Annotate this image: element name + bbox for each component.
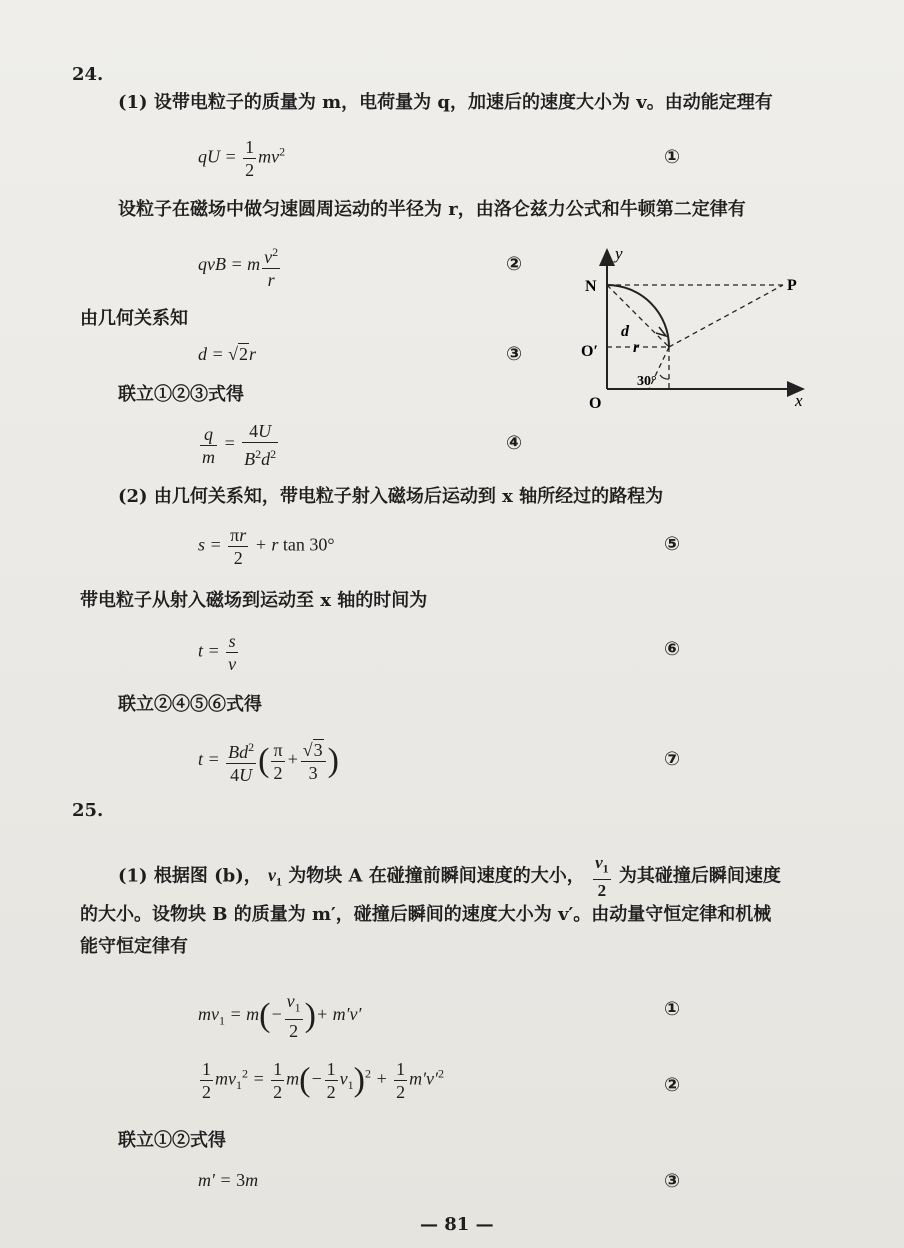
equation-mark-25-3: ③ [664,1170,681,1192]
question-24-number: 24. [72,64,104,85]
q24-paragraph-4: 联立①②③式得 [118,384,244,405]
equation-mark-4: ④ [506,432,523,454]
chord-d-label: d [621,323,629,340]
equation-mark-7: ⑦ [664,748,681,770]
trajectory-diagram [575,244,815,414]
equation-t-s-over-v: t = $\frac{s}{v}$ [198,631,237,674]
equation-momentum: $mv_1 = m(-$ $\frac{v_1}{2}$ )+ m′v′ [198,991,362,1041]
center-O-prime-label: O′ [581,343,598,360]
angle-arc [660,375,669,379]
q25-text-1c: 为其碰撞后瞬间速度 [618,865,781,887]
equation-qU: qU = $\frac{1}{2}$ $mv^2$ [198,137,286,180]
chord-d [607,285,669,347]
equation-qvB: qvB = m $\frac{v^2}{r}$ [198,241,282,291]
equation-mark-3: ③ [506,343,523,365]
q25-paragraph-1 [118,852,781,902]
y-label: y [615,244,623,263]
point-P-label: P [787,277,797,294]
x-label: x [795,391,803,410]
q25-text-1a: (1) 根据图 (b)， [118,865,262,887]
q24-paragraph-7: 联立②④⑤⑥式得 [118,694,262,715]
q24-paragraph-1: (1) 设带电粒子的质量为 m，电荷量为 q，加速后的速度大小为 v。由动能定理有 [118,92,773,113]
symbol-v1: $v_1$ [268,865,282,889]
equation-d: d = √2r [198,344,257,364]
q24-paragraph-5: (2) 由几何关系知，带电粒子射入磁场后运动到 x 轴所经过的路程为 [118,486,664,507]
equation-mark-2: ② [506,253,523,275]
equation-mark-25-1: ① [664,998,681,1020]
extension-line-to-P [669,285,783,347]
equation-m-prime: m′ = 3m [198,1170,259,1190]
q24-paragraph-2: 设粒子在磁场中做匀速圆周运动的半径为 r，由洛仑兹力公式和牛顿第二定律有 [118,199,746,220]
radius-r-label: r [633,339,640,356]
equation-t-final: t = $\frac{Bd^2}{4U}$ ( $\frac{\pi}{2}$ + $\frac{√3}{3}$ ) [198,736,339,786]
angle-label: 30° [637,374,657,389]
q25-text-1b: 为物块 A 在碰撞前瞬间速度的大小， [288,865,585,887]
equation-mark-6: ⑥ [664,638,681,660]
equation-mark-25-2: ② [664,1074,681,1096]
origin-O-label: O [589,395,602,412]
question-25-number: 25. [72,800,104,821]
point-N-label: N [585,278,597,295]
page-number: — 81 — [420,1214,494,1235]
arc-direction-arrow [656,327,666,336]
equation-s: s = $\frac{\pi r}{2}$ + r tan 30° [198,525,335,568]
equation-mark-5: ⑤ [664,533,681,555]
equation-q-over-m: $\frac{q}{m}$ = $\frac{4U}{B^2d^2}$ [202,421,277,469]
q25-paragraph-2: 的大小。设物块 B 的质量为 m′，碰撞后瞬间的速度大小为 v′。由动量守恒定律和机械 [80,904,772,925]
q24-paragraph-6: 带电粒子从射入磁场到运动至 x 轴的时间为 [80,590,428,611]
symbol-v1-over-2: $\frac{v_1}{2}$ [595,853,609,901]
equation-mark-1: ① [664,146,681,168]
q25-paragraph-4: 联立①②式得 [118,1130,226,1151]
q24-paragraph-3: 由几何关系知 [80,308,188,329]
q25-paragraph-3: 能守恒定律有 [80,936,188,957]
equation-energy: $\frac{1}{2}$ $mv_1^2$ = $\frac{1}{2}$ m(− $\frac{1}{2}$ $v_1)^2$ + $\frac{1}{2}$ $m'v'^2$ [202,1059,444,1102]
